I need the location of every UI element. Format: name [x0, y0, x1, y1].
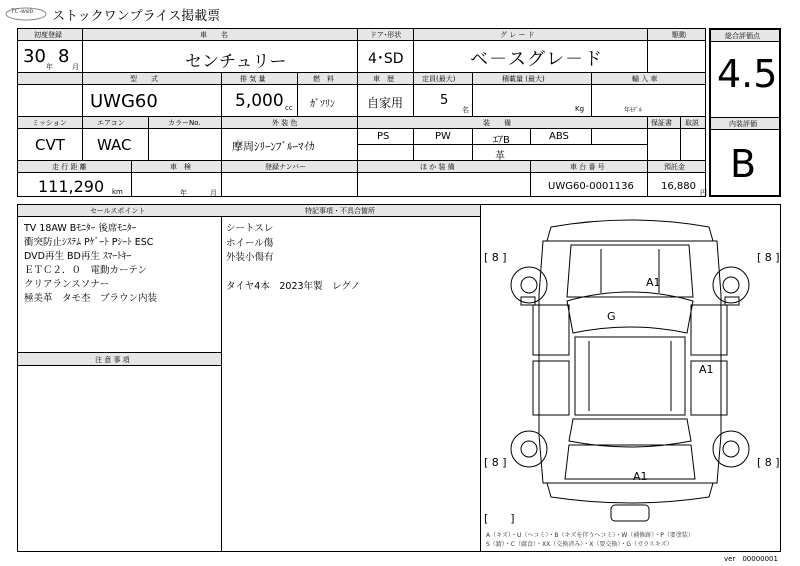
label-first-reg: 初度登録	[34, 31, 62, 39]
deposit-value: 16,880	[661, 181, 696, 192]
model-year-unit: 年ﾓﾃﾞﾙ	[624, 107, 643, 114]
label-type: 型 式	[130, 75, 158, 83]
cc-unit: cc	[285, 104, 293, 112]
list-item: 外装小傷有	[226, 252, 274, 263]
bracket-label: [ 8 ]	[484, 251, 507, 264]
equipment-pw: PW	[435, 131, 451, 142]
notes-list	[226, 222, 360, 295]
equipment-leather: 革	[495, 151, 505, 162]
damage-mark: G	[607, 310, 616, 323]
label-displacement: 排 気 量	[240, 75, 266, 83]
label-grade: グ レ ー ド	[500, 31, 535, 39]
equipment-ps: PS	[377, 131, 390, 142]
sales-points-list	[24, 222, 157, 306]
door-shape-value: 4･SD	[368, 51, 404, 67]
label-mileage: 走 行 距 離	[52, 163, 87, 171]
label-chassis-no: 車 台 番 号	[570, 163, 605, 171]
label-manual: 取説	[685, 119, 699, 127]
year-unit: 年	[46, 63, 53, 71]
damage-mark: A1	[646, 276, 661, 289]
km-unit: km	[112, 188, 123, 196]
list-item: DVD再生 BD再生 ｽﾏｰﾄｷｰ	[24, 251, 132, 262]
bracket-label: [ 8 ]	[484, 456, 507, 469]
interior-score-value: B	[730, 142, 757, 186]
label-reg-number: 登録ナンバー	[265, 163, 307, 171]
mileage-value: 111,290	[38, 177, 105, 196]
equipment-airbag: ｴｱB	[493, 135, 510, 146]
list-item: クリアランスソナー	[24, 279, 110, 290]
label-import: 輸 入 車	[632, 75, 658, 83]
label-color-no: カラーNo.	[168, 119, 201, 127]
overall-score-value: 4.5	[717, 52, 778, 96]
label-inspection: 車 検	[170, 163, 191, 171]
label-interior-score: 内装評価	[729, 120, 757, 128]
label-car-name: 車 名	[200, 31, 228, 39]
person-unit: 名	[462, 106, 469, 114]
legend-line: S（錆）・C（腐食）・XX（交換済み）・X（要交換）・G（ガラスキズ）	[486, 541, 673, 548]
car-diagram	[481, 205, 780, 551]
label-overall-score: 総合評価点	[725, 32, 760, 40]
bracket-label: [ 8 ]	[757, 251, 780, 264]
label-equipment: 装 備	[483, 119, 511, 127]
list-item: 極美革 タモ杢 ブラウン内装	[24, 293, 158, 304]
damage-mark: A1	[633, 470, 648, 483]
first-reg-year: 30	[23, 46, 46, 67]
displacement-value: 5,000	[235, 91, 284, 111]
bracket-label: [ 8 ]	[757, 456, 780, 469]
label-warranty: 保証書	[651, 119, 672, 127]
type-value: UWG60	[90, 91, 158, 112]
list-item	[226, 266, 360, 281]
legend-line: A（キズ）・U（ヘコミ）・B（キズを伴うヘコミ）・W（補修跡）・P（要塗装）	[486, 532, 694, 539]
page-title: ストックワンプライス掲載票	[52, 9, 221, 24]
first-reg-month: 8	[58, 46, 70, 67]
bracket-label: [ ]	[484, 512, 515, 525]
damage-mark: A1	[699, 363, 714, 376]
logo: TC-web	[4, 6, 48, 20]
kg-unit: Kg	[575, 105, 585, 113]
list-item: TV 18AW Bﾓﾆﾀｰ 後席ﾓﾆﾀｰ	[24, 223, 137, 234]
history-value: 自家用	[367, 96, 404, 110]
list-item: タイヤ4本 2023年製 レグノ	[226, 281, 361, 292]
aircon-value: WAC	[97, 136, 132, 154]
label-door-shape: ドア･形状	[370, 31, 402, 39]
label-capacity: 定員(最大)	[422, 75, 456, 83]
label-history: 車 歴	[373, 75, 394, 83]
list-item: ＥＴＣ２．０ 電動カーテン	[24, 265, 148, 276]
label-other-equipment: ほ か 装 備	[420, 163, 455, 171]
label-caution: 注 意 事 項	[95, 356, 130, 364]
mission-value: CVT	[35, 136, 65, 154]
label-sales-points: セールスポイント	[90, 207, 146, 215]
fuel-value: ｶﾞｿﾘﾝ	[310, 99, 335, 110]
label-fuel: 燃 料	[313, 75, 334, 83]
car-name-value: センチュリー	[185, 52, 287, 72]
inspection-month-unit: 月	[210, 189, 217, 197]
month-unit: 月	[72, 63, 79, 71]
list-item: ホイール傷	[226, 237, 274, 249]
list-item: 衝突防止ｼｽﾃﾑ Pｹﾞｰﾄ Pｼｰﾄ ESC	[24, 237, 154, 248]
capacity-value: 5	[440, 93, 449, 108]
label-aircon: エアコン	[97, 119, 125, 127]
version-label: ver 00000001	[724, 555, 778, 563]
list-item: シートスレ	[226, 223, 274, 234]
yen-unit: 円	[700, 189, 707, 197]
label-deposit: 預託金	[664, 163, 685, 171]
label-load: 積載量 (最大)	[502, 75, 545, 83]
chassis-no-value: UWG60-0001136	[548, 181, 634, 192]
label-notes: 特記事項・不具合箇所	[305, 207, 375, 215]
exterior-color-value: 摩周ｼﾘｰﾝﾌﾞﾙｰﾏｲｶ	[232, 140, 315, 153]
label-exterior-color: 外 装 色	[272, 119, 298, 127]
inspection-year-unit: 年	[180, 189, 187, 197]
equipment-abs: ABS	[549, 131, 569, 142]
grade-value: ベ－スグレ－ド	[470, 49, 603, 70]
label-mission: ミッション	[32, 119, 67, 127]
label-drive: 駆動	[672, 31, 686, 39]
